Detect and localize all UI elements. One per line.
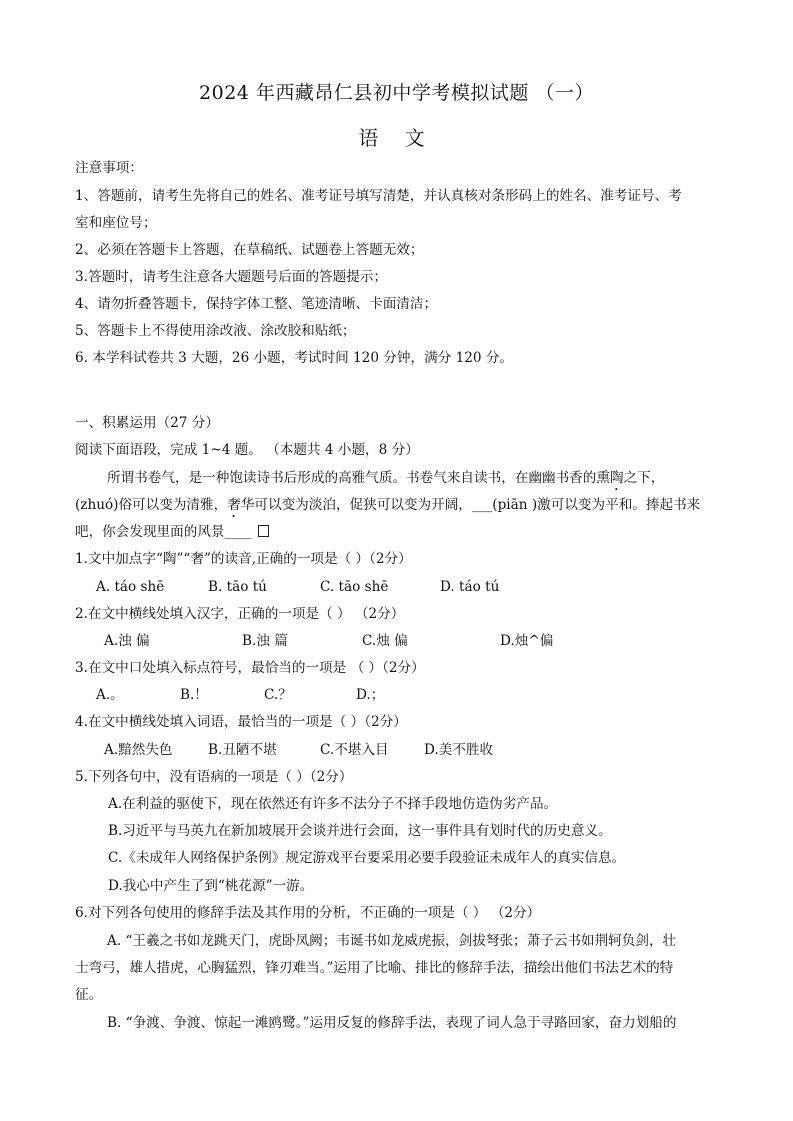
option-b: B.习近平与马英九在新加坡展开会谈并进行会面，这一事件具有划时代的历史意义。	[108, 823, 612, 839]
option-b: B.丑陋不堪	[208, 742, 277, 758]
dotted-char: 陶	[609, 470, 624, 486]
option-a: A.。	[96, 687, 124, 703]
notice-item: 3.答题时，请考生注意各大题题号后面的答题提示；	[75, 269, 388, 285]
passage-line: 所谓书卷气，是一种饱读诗书后形成的高雅气质。书卷气来自读书，在幽幽书香的熏陶之下，	[107, 470, 665, 486]
question-options	[104, 631, 553, 651]
question-options	[96, 577, 499, 597]
question-stem: 5.下列各句中，没有语病的一项是（ ）（2分）	[75, 769, 353, 785]
question-stem: 6.对下列各句使用的修辞手法及其作用的分析，不正确的一项是（ ） （2分）	[75, 905, 541, 921]
exam-title: 2024 年西藏昂仁县初中学考模拟试题 （一）	[199, 82, 594, 104]
passage-line: 吧，你会发现里面的风景____	[75, 522, 269, 542]
option-a-line: 征。	[75, 987, 103, 1003]
question-options	[96, 685, 384, 705]
option-d: D.烛^偏	[500, 633, 554, 649]
option-a: A. táo shē	[96, 579, 165, 595]
subject-title: 语 文	[358, 126, 435, 150]
option-c: C.？	[264, 687, 292, 703]
option-c: C. tāo shē	[320, 579, 389, 595]
option-c: C.不堪入目	[320, 742, 389, 758]
punctuation-box-icon	[258, 525, 269, 537]
option-b: B. tāo tú	[208, 579, 267, 595]
notice-item: 6. 本学科试卷共 3 大题，26 小题，考试时间 120 分钟，满分 120 分。	[75, 350, 514, 366]
option-d: D.；	[356, 687, 385, 703]
option-b: B.！	[180, 687, 208, 703]
option-b: B.浊 篇	[242, 633, 288, 649]
question-stem: 4.在文中横线处填入词语，最恰当的一项是（ ）（2分）	[75, 714, 407, 730]
section-heading: 一、积累运用（27 分）	[75, 415, 219, 431]
option-b-line: B. “争渡、争渡、惊起一滩鸥鹭。”运用反复的修辞手法，表现了词人急于寻路回家，奋力划船的	[107, 1015, 677, 1031]
option-c: C.烛 偏	[362, 633, 408, 649]
option-d: D.我心中产生了到“桃花源”一游。	[108, 878, 314, 894]
option-a: A.浊 偏	[104, 633, 150, 649]
notice-heading: 注意事项：	[75, 160, 143, 176]
question-stem: 2.在文中横线处填入汉字，正确的一项是（ ） （2分）	[75, 606, 405, 622]
notice-item: 4、请勿折叠答题卡，保持字体工整、笔迹清晰、卡面清洁；	[75, 296, 438, 312]
notice-item: 5、答题卡上不得使用涂改液、涂改胶和贴纸；	[75, 323, 356, 339]
option-d: D.美不胜收	[424, 742, 494, 758]
option-d: D. táo tú	[440, 579, 500, 595]
option-a-line: 士弯弓，雄人措虎，心胸猛烈，锋刃难当。”运用了比喻、排比的修辞手法，描绘出他们书法艺术的特	[75, 960, 674, 976]
option-a: A.在利益的驱使下，现在依然还有许多不法分子不择手段地仿造伪劣产品。	[108, 796, 558, 812]
option-c: C.《未成年人网络保护条例》规定游戏平台要采用必要手段验证未成年人的真实信息。	[108, 850, 626, 866]
question-stem: 3.在文中口处填入标点符号，最恰当的一项是 （ ）（2分）	[75, 660, 425, 676]
reading-intro: 阅读下面语段，完成 1~4 题。 （本题共 4 小题，8 分）	[75, 442, 419, 458]
question-stem: 1.文中加点字“陶”“奢”的读音,正确的一项是（ ）（2分）	[75, 551, 412, 567]
notice-item: 室和座位号；	[75, 215, 157, 231]
passage-line: (zhuó)俗可以变为清雅，奢华可以变为淡泊，促狭可以变为开阔，___(piān )激可以变为平和。捧起书来	[75, 497, 701, 513]
option-a: A.黯然失色	[104, 742, 173, 758]
notice-item: 2、必须在答题卡上答题，在草稿纸、试题卷上答题无效；	[75, 242, 424, 258]
question-options	[104, 740, 493, 760]
notice-item: 1、答题前，请考生先将自己的姓名、准考证号填写清楚，并认真核对条形码上的姓名、准考证号、考	[75, 188, 682, 204]
option-a-line: A. “王羲之书如龙跳天门，虎卧凤阙；韦诞书如龙威虎振，剑拔弩张；萧子云书如荆轲负剑，壮	[107, 933, 677, 949]
dotted-char: 奢	[227, 497, 241, 513]
